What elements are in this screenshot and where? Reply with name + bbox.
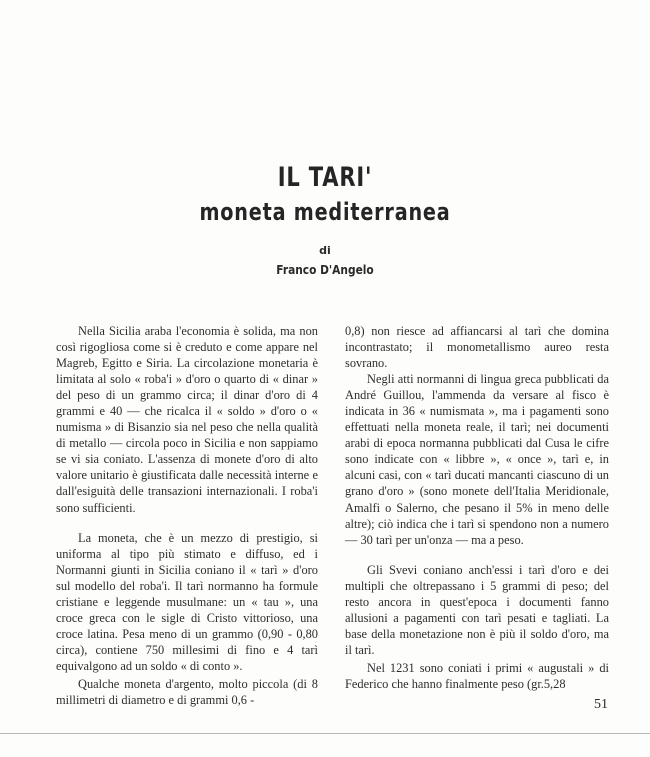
paragraph: Nel 1231 sono coniati i primi « augustali » di Federico che hanno finalmente peso (gr.5,28 <box>345 660 609 691</box>
paragraph: Negli atti normanni di lingua greca pubblicati da André Guillou, l'ammenda da versare al fisco è indicata in 36 « numismata », ma i pagamenti sono effettuati nella moneta reale, il tarì; nei documenti arabi di epoca normanna pubblicati dal Cusa le cifre sono indicate con « libbre », « once », tarì e, in alcuni casi, con « tarì ducati mancanti ciascuno di un grano d'oro » (sono monete dell'Italia Meridionale, Amalfi o Salerno, che pesano il 5% in meno delle altre); ciò indica che i tarì si spendono non a numero — 30 tarì per un'onza — ma a peso. <box>345 372 609 547</box>
author-name: Franco D'Angelo <box>276 262 374 277</box>
paragraph: Nella Sicilia araba l'economia è solida, ma non così rigogliosa come si è creduto e come appare nel Magreb, Egitto e Siria. La circolazione monetaria è limitata al solo « roba'i » d'oro o quarto di « dinar » del peso di un grammo circa; il dinar d'oro di 4 grammi e 40 — che ricalca il « soldo » d'oro o « numisma » di Bisanzio sia nel peso che nella qualità di metallo — circola poco in Sicilia e non sappiamo se vi sia coniato. L'assenza di monete d'oro di alto valore unitario è giustificata dalle necessità interne e dall'esiguità delle transazioni internazionali. I roba'i sono sufficienti. <box>56 324 318 515</box>
page-number: 51 <box>594 697 608 712</box>
article-subtitle: moneta mediterranea <box>199 198 451 226</box>
paragraph: Gli Svevi coniano anch'essi i tarì d'oro e dei multipli che oltrepassano i 5 grammi di peso; del resto ancora in quest'epoca i documenti fanno allusioni a pagamenti con tarì pesati e tagliati. La base della monetazione non è più il soldo d'oro, ma il tarì. <box>345 562 609 657</box>
left-column <box>56 323 318 708</box>
paragraph: 0,8) non riesce ad affiancarsi al tarì che domina incontrastato; il monometallismo aureo resta sovrano. <box>345 324 609 371</box>
paragraph: La moneta, che è un mezzo di prestigio, si uniforma al tipo più stimato e diffuso, ed i Normanni giunti in Sicilia coniano il « tarì » d'oro sul modello del roba'i. Il tarì normanno ha formule cristiane e leggende musulmane: un « tau », una croce greca con le sigle di Cristo vittorioso, una croce latina. Pesa meno di un grammo (0,90 - 0,80 circa), contiene 750 millesimi di fino e 4 tarì equivalgono ad un soldo « di conto ». <box>56 530 318 673</box>
article-title: IL TARI' <box>277 162 373 193</box>
byline-prefix: di <box>319 244 331 257</box>
right-column <box>345 323 609 692</box>
paragraph: Qualche moneta d'argento, molto piccola (di 8 millimetri di diametro e di grammi 0,6 - <box>56 676 318 708</box>
bottom-rule <box>0 733 650 734</box>
